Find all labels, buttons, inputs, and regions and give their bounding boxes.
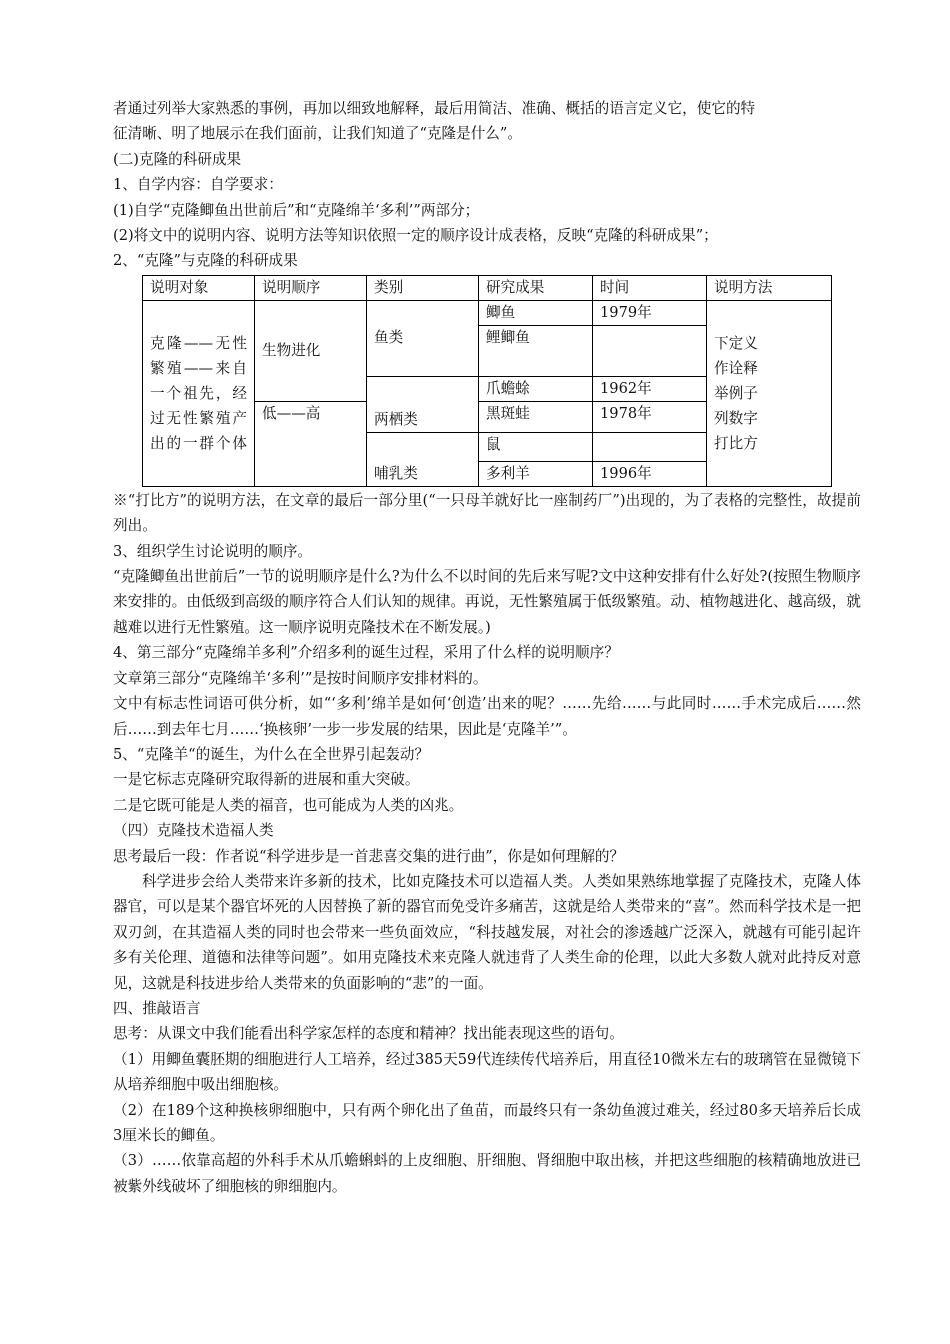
time-cell: 1978年 — [593, 401, 707, 432]
table-header-cell: 说明顺序 — [255, 275, 367, 300]
method-item: 下定义 — [714, 334, 758, 352]
result-cell: 鼠 — [479, 432, 593, 461]
table-header-row — [143, 275, 832, 300]
text-line: (2)将文中的说明内容、说明方法等知识依照一定的顺序设计成表格，反映“克隆的科研成果”； — [113, 227, 718, 245]
table-header-cell: 类别 — [367, 275, 479, 300]
marker-words-paragraph: 文中有标志性词语可供分析，如“‘多利’绵羊是如何‘创造’出来的呢？……先给……与此同时……手术完成后……然后……到去年七月……‘换核卵’一步一步发展的结果，因此是‘克隆羊’”。 — [113, 695, 861, 738]
text-line: 5、“克隆羊“的诞生，为什么在全世界引起轰动？ — [113, 745, 430, 763]
methods-cell — [707, 300, 832, 486]
text-line: 一是它标志克隆研究取得新的进展和重大突破。 — [113, 771, 420, 789]
table-header-cell: 研究成果 — [479, 275, 593, 300]
section-heading: 四、推敲语言 — [113, 999, 201, 1017]
result-cell: 黑斑蛙 — [479, 401, 593, 432]
text-line: (1)自学“克隆鲫鱼出世前后”和“克隆绵羊‘多利’”两部分； — [113, 201, 480, 219]
text-line: 思考最后一段：作者说“科学进步是一首悲喜交集的进行曲”，你是如何理解的？ — [113, 847, 625, 865]
table-header-cell: 说明方法 — [707, 275, 832, 300]
order-cell-bottom: 低——高 — [255, 401, 367, 486]
section-heading: （四）克隆技术造福人类 — [113, 822, 274, 840]
table-note: ※“打比方”的说明方法，在文章的最后一部分里(“一只母羊就好比一座制药厂”)出现的，为了表格的完整性，故提前列出。 — [113, 491, 861, 535]
result-cell: 多利羊 — [479, 461, 593, 486]
quote-item: （1）用鲫鱼囊胚期的细胞进行人工培养，经过385天59代连续传代培养后，用直径10微米左右的玻璃管在显微镜下从培养细胞中吸出细胞核。 — [113, 1050, 861, 1094]
method-item: 作诠释 — [714, 359, 758, 377]
method-item: 列数字 — [714, 409, 758, 427]
text-line: 征清晰、明了地展示在我们面前，让我们知道了“克隆是什么”。 — [113, 125, 522, 143]
table-header-cell: 时间 — [593, 275, 707, 300]
text-line: 3、组织学生讨论说明的顺序。 — [113, 542, 313, 560]
quote-item: （3）……依靠高超的外科手术从爪蟾蝌蚪的上皮细胞、肝细胞、肾细胞中取出核，并把这些细胞的核精确地放进已被紫外线破坏了细胞核的卵细胞内。 — [113, 1152, 861, 1195]
table-row — [143, 300, 832, 325]
text-line: 思考：从课文中我们能看出科学家怎样的态度和精神？找出能表现这些的语句。 — [113, 1025, 624, 1043]
time-cell: 1979年 — [593, 300, 707, 325]
method-item: 打比方 — [714, 434, 758, 452]
result-cell: 爪蟾蜍 — [479, 376, 593, 401]
science-paragraph: 科学进步会给人类带来许多新的技术，比如克隆技术可以造福人类。人类如果熟练地掌握了克隆技术，克隆人体器官，可以是某个器官坏死的人因替换了新的器官而免受许多痛苦，这就是给人类带来的“喜”。然而科学技术是一把双刃剑，在其造福人类的同时也会带来一些负面效应，“科技越发展，对社会的渗透越广泛深入，就越有可能引起许多有关伦理、道德和法律等问题”。如用克隆技术来克隆人就违背了人类生命的伦理，以此大多数人就对此持反对意见，这就是科技进步给人类带来的负面影响的“悲”的一面。 — [113, 872, 861, 992]
category-cell: 哺乳类 — [367, 432, 479, 486]
document-page — [113, 96, 861, 1199]
text-line: 二是它既可能是人类的福音，也可能成为人类的凶兆。 — [113, 796, 464, 814]
table-header-cell: 说明对象 — [143, 275, 255, 300]
intro-lines — [113, 96, 861, 274]
time-cell — [593, 432, 707, 461]
method-item: 举例子 — [714, 384, 758, 402]
text-line: 者通过列举大家熟悉的事例，再加以细致地解释，最后用简洁、准确、概括的语言定义它，使它的特 — [113, 100, 756, 117]
section-heading: (二)克隆的科研成果 — [113, 150, 242, 168]
time-cell: 1996年 — [593, 461, 707, 486]
result-cell: 鲫鱼 — [479, 300, 593, 325]
category-cell: 鱼类 — [367, 300, 479, 376]
result-cell: 鲤鲫鱼 — [479, 325, 593, 376]
time-cell: 1962年 — [593, 376, 707, 401]
category-cell: 两栖类 — [367, 376, 479, 432]
time-cell — [593, 325, 707, 376]
text-line: 4、第三部分“克隆绵羊多利”介绍多利的诞生过程，采用了什么样的说明顺序？ — [113, 644, 619, 662]
explained-object-cell: 克隆——无性繁殖——来自一个祖先，经过无性繁殖产出的一群个体 — [143, 300, 255, 486]
order-paragraph: “克隆鲫鱼出世前后”一节的说明顺序是什么?为什么不以时间的先后来写呢?文中这种安排有什么好处?(按照生物顺序来安排的。由低级到高级的顺序符合人们认知的规律。再说，无性繁殖属于低级繁殖。动、植物越进化、越高级，就越难以进行无性繁殖。这一顺序说明克隆技术在不断发展。) — [113, 568, 861, 636]
text-line: 1、自学内容：自学要求： — [113, 176, 283, 194]
quote-item: （2）在189个这种换核卵细胞中，只有两个卵化出了鱼苗，而最终只有一条幼鱼渡过难关，经过80多天培养后长成3厘米长的鲫鱼。 — [113, 1101, 861, 1144]
text-line: 文章第三部分“克隆绵羊‘多利’”是按时间顺序安排材料的。 — [113, 669, 488, 687]
cloning-results-table — [142, 275, 832, 487]
text-line: 2、“克隆”与克隆的科研成果 — [113, 252, 298, 270]
order-cell-top: 生物进化 — [255, 300, 367, 401]
